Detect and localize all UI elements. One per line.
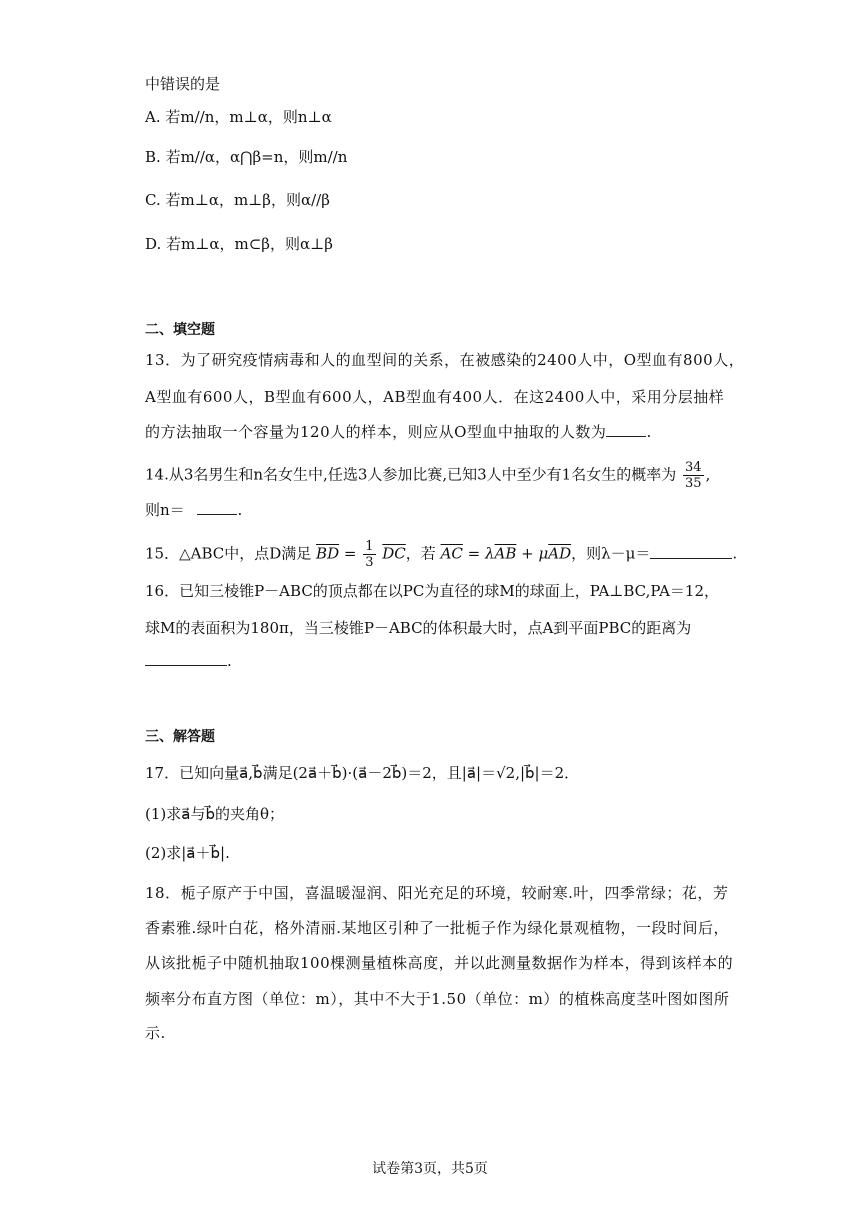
option-c-label: C.: [145, 191, 161, 209]
option-c: [145, 189, 330, 211]
fraction-denominator: 35: [685, 476, 702, 491]
q18-line-1: 18．栀子原产于中国，喜温暖湿润、阳光充足的环境，较耐寒.叶，四季常绿；花，芳: [145, 884, 729, 902]
q17-part-2: (2)求|a⃗＋b⃗|.: [145, 844, 230, 862]
q18-line-5: 示.: [145, 1024, 166, 1042]
option-c-text: 若m⊥α，m⊥β，则α//β: [165, 191, 330, 209]
q13-line-2: A型血有600人，B型血有600人，AB型血有400人．在这2400人中，采用分层抽样: [145, 388, 725, 406]
option-d: [145, 233, 333, 255]
q13-line-1: 13．为了研究疫情病毒和人的血型间的关系，在被感染的2400人中，O型血有800人，: [145, 351, 745, 369]
fraction-denominator: 3: [365, 555, 374, 570]
q13-text: 的方法抽取一个容量为120人的样本，则应从O型血中抽取的人数为: [145, 423, 607, 441]
q18-line-3: 从该批栀子中随机抽取100棵测量植株高度，并以此测量数据作为样本，得到该样本的: [145, 954, 734, 972]
option-d-text: 若m⊥α，m⊂β，则α⊥β: [166, 235, 333, 253]
option-a-label: A.: [145, 108, 161, 126]
vector-ad: $\overline{AD}$: [548, 544, 572, 563]
q14-answer-prefix: 则n＝: [145, 501, 185, 519]
answer-blank: [650, 544, 732, 559]
q16-line-2: 球M的表面积为180π，当三棱锥P－ABC的体积最大时，点A到平面PBC的距离为: [145, 619, 692, 637]
answer-blank: [197, 500, 237, 515]
page-footer: 试卷第3页，共5页: [372, 1161, 488, 1177]
vector-bd: $\overline{BD}$: [316, 544, 340, 563]
q14-text: 14.从3名男生和n名女生中,任选3人参加比赛,已知3人中至少有1名女生的概率为: [145, 465, 677, 484]
fraction-numerator: 1: [365, 539, 374, 554]
option-b-text: 若m//α，α⋂β=n，则m//n: [165, 148, 348, 166]
q15-prefix: 15．△ABC中，点D满足: [145, 544, 312, 563]
answer-blank: [145, 651, 227, 666]
one-third-fraction: [363, 539, 375, 570]
vector-ac: $\overline{AC}$: [440, 544, 463, 563]
question-intro-tail: 中错误的是: [145, 75, 221, 93]
section-heading-solutions: 三、解答题: [145, 729, 215, 745]
q18-line-4: 频率分布直方图（单位：m），其中不大于1.50（单位：m）的植株高度茎叶图如图所: [145, 990, 730, 1008]
q17-line: 17．已知向量a⃗,b⃗满足(2a⃗＋b⃗)·(a⃗－2b⃗)＝2，且|a⃗|＝√2,|b⃗|＝2．: [145, 764, 580, 782]
vector-ab: $\overline{AB}$: [494, 544, 517, 563]
q17-part-1: (1)求a⃗与b⃗的夹角θ；: [145, 805, 284, 823]
q14-line-2: 则n＝ .: [145, 501, 243, 519]
option-d-label: D.: [145, 235, 162, 253]
q16-line-3: .: [145, 650, 232, 672]
q14-line-1: 14.从3名男生和n名女生中,任选3人参加比赛,已知3人中至少有1名女生的概率为 $\frac{34}{35}$ ,: [145, 460, 711, 491]
q16-line-1: 16．已知三棱锥P－ABC的顶点都在以PC为直径的球M的球面上，PA⊥BC,PA＝12，: [145, 582, 720, 600]
vector-dc: $\overline{DC}$: [382, 544, 406, 563]
option-b: [145, 146, 347, 168]
q13-line-3: 的方法抽取一个容量为120人的样本，则应从O型血中抽取的人数为 .: [145, 423, 652, 441]
section-heading-fill-in: 二、填空题: [145, 322, 215, 338]
fraction-numerator: 34: [685, 460, 702, 475]
q15-line: 15．△ABC中，点D满足 $\overline{BD}$ = $\frac{1}{3}$ $\overline{DC}$，若 $\overline{AC} = \lambda\overline{AB} + \mu\overline{AD}$，则λ－μ＝ .: [145, 539, 738, 570]
option-a-text: 若m//n，m⊥α，则n⊥α: [165, 108, 332, 126]
option-b-label: B.: [145, 148, 161, 166]
q15-mid: ，若: [405, 544, 436, 563]
answer-blank: [606, 422, 646, 437]
q18-line-2: 香素雅.绿叶白花，格外清丽.某地区引种了一批栀子作为绿化景观植物，一段时间后，: [145, 919, 730, 937]
q15-suffix: ，则λ－μ＝: [571, 544, 651, 563]
option-a: [145, 106, 332, 128]
probability-fraction: [683, 460, 704, 491]
